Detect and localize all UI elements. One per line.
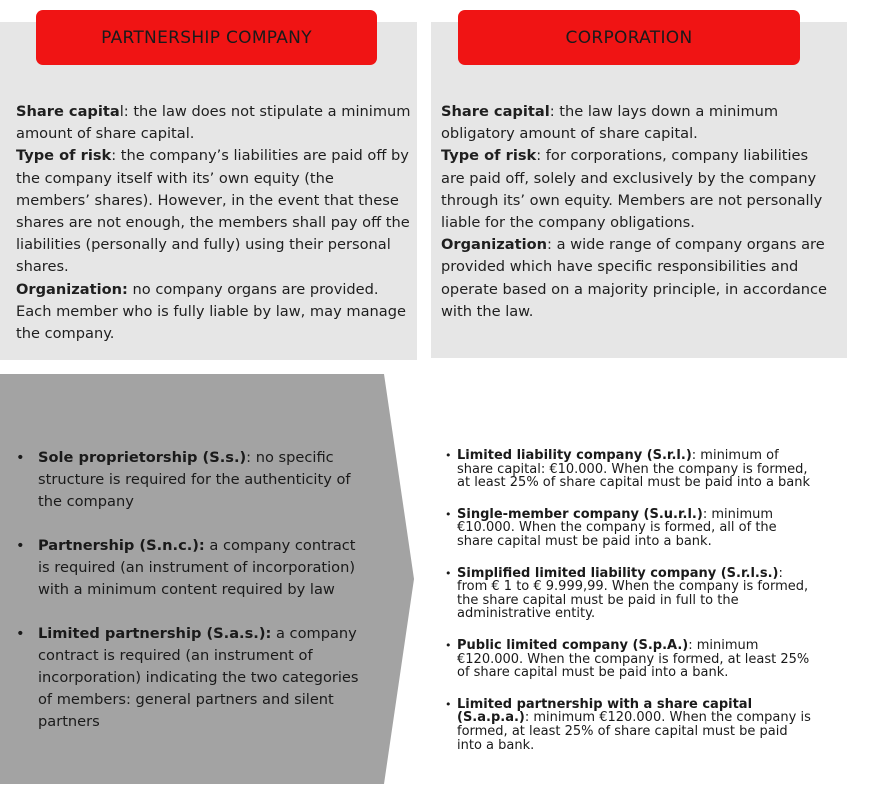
item-text: : minimum €120.000. When the company is formed, at least 25% of share capital must be paid into a bank. <box>457 710 811 753</box>
list-item <box>445 698 815 752</box>
list-item <box>445 449 815 490</box>
paragraph-text: : for corporations, company liabilities are paid off, solely and exclusively by the company through its’ own equity. Members are not personally liable for the company obligations. <box>441 147 823 232</box>
item-text: : from € 1 to € 9.999,99. When the company is formed, the share capital must be paid in full to the administrative entity. <box>457 565 809 622</box>
item-label: Public limited company (S.p.A.) <box>457 637 689 653</box>
paragraph-text: l: the law does not stipulate a minimum amount of share capital. <box>16 103 411 143</box>
item-label: Limited liability company (S.r.l.) <box>457 448 692 463</box>
corporation-organization <box>441 234 836 323</box>
partnership-company-title: PARTNERSHIP COMPANY <box>101 27 312 48</box>
paragraph-text: : the company’s liabilities are paid off by the company itself with its’ own equity (the members’ shares). However, in the event that these shares are not enough, the members shall pay off the liabilities (personally and fully) using their personal shares. <box>16 147 410 276</box>
list-item <box>16 535 361 601</box>
item-label: Single-member company (S.u.r.l.) <box>457 506 703 522</box>
item-text: : no specific structure is required for the authenticity of the company <box>38 449 351 510</box>
item-text: : minimum €120.000. When the company is formed, at least 25% of share capital must be paid into a bank. <box>457 637 810 681</box>
paragraph-label: Share capital <box>441 103 550 120</box>
paragraph-label: Type of risk <box>441 147 537 165</box>
partnership-company-header <box>36 10 377 65</box>
partnership-share-capital <box>16 101 411 145</box>
item-text: a company contract is required (an instrument of incorporation) indicating the two categories of members: general partners and silent partners <box>38 625 359 730</box>
paragraph-text: : a wide range of company organs are provided which have specific responsibilities and operate based on a majority principle, in accordance with the law. <box>441 236 828 320</box>
list-item <box>445 567 815 621</box>
bullet-icon: • <box>16 537 25 554</box>
paragraph-label: Organization <box>441 236 548 254</box>
bullet-icon: • <box>445 566 452 580</box>
bullet-icon: • <box>445 638 452 652</box>
item-label: Limited partnership (S.a.s.): <box>38 625 272 642</box>
paragraph-text: no company organs are provided. Each member who is fully liable by law, may manage the company. <box>16 280 406 343</box>
item-text: a company contract is required (an instrument of incorporation) with a minimum content required by law <box>38 537 356 598</box>
corporation-types-list <box>445 449 815 770</box>
list-item <box>445 639 815 680</box>
item-label: Sole proprietorship (S.s.) <box>38 449 247 466</box>
bullet-icon: • <box>16 449 25 466</box>
paragraph-text: : the law lays down a minimum obligatory amount of share capital. <box>441 103 779 143</box>
item-label: Simplified limited liability company (S.r.l.s.) <box>457 565 779 581</box>
paragraph-label: Organization: <box>16 280 128 298</box>
partnership-description <box>16 101 411 345</box>
bullet-icon: • <box>445 697 452 711</box>
corporation-share-capital <box>441 101 836 145</box>
list-item <box>445 508 815 549</box>
item-label: Partnership (S.n.c.): <box>38 537 205 554</box>
corporation-type-of-risk <box>441 145 836 234</box>
corporation-title: CORPORATION <box>565 27 693 48</box>
bullet-icon: • <box>445 507 452 521</box>
corporation-description <box>441 101 836 323</box>
paragraph-label: Share capita <box>16 103 120 120</box>
bullet-icon: • <box>445 449 452 462</box>
item-text: : minimum €10.000. When the company is formed, all of the share capital must be paid into a bank. <box>457 506 777 549</box>
partnership-types-list <box>16 447 361 755</box>
item-label: Limited partnership with a share capital (S.a.p.a.) <box>457 696 753 726</box>
item-text: : minimum of share capital: €10.000. When the company is formed, at least 25% of share capital must be paid into a bank <box>457 448 811 491</box>
partnership-organization <box>16 279 411 346</box>
corporation-header <box>458 10 800 65</box>
list-item <box>16 623 361 733</box>
bullet-icon: • <box>16 625 25 642</box>
list-item <box>16 447 361 513</box>
partnership-type-of-risk <box>16 145 411 278</box>
paragraph-label: Type of risk <box>16 147 112 165</box>
